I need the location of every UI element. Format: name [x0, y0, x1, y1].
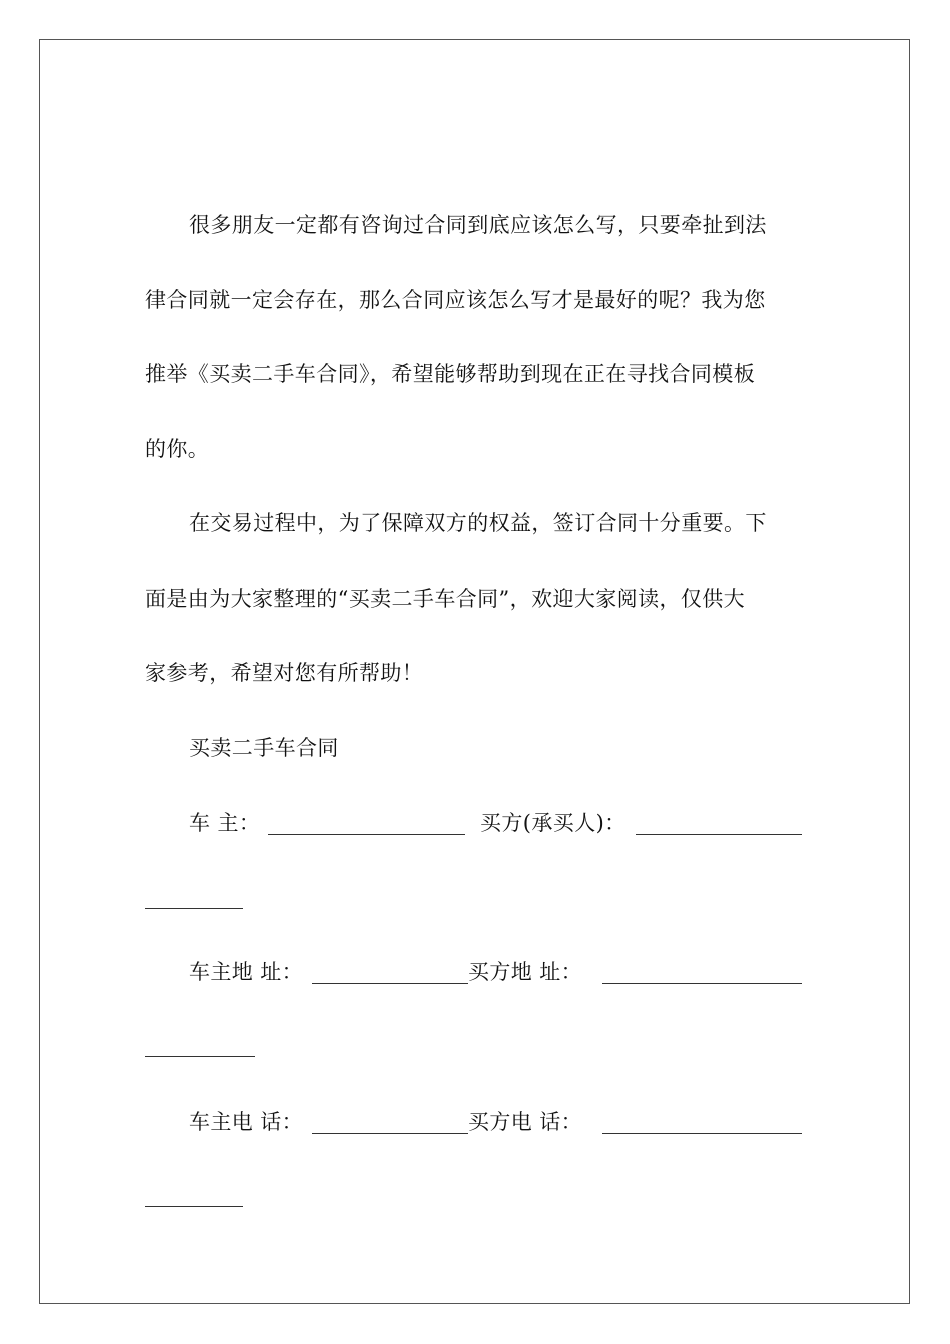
owner-phone-blank[interactable]: [312, 1133, 468, 1134]
owner-label: 车 主：: [189, 811, 261, 835]
intro-paragraph-1-line-2: 律合同就一定会存在，那么合同应该怎么写才是最好的呢？我为您: [145, 288, 766, 312]
intro-paragraph-1-line-3: 推举《买卖二手车合同》，希望能够帮助到现在正在寻找合同模板: [145, 362, 756, 386]
buyer-blank[interactable]: [636, 834, 802, 835]
buyer-phone-blank[interactable]: [602, 1133, 802, 1134]
intro-paragraph-2-line-3: 家参考，希望对您有所帮助！: [145, 661, 424, 685]
buyer-address-blank[interactable]: [602, 983, 802, 984]
intro-paragraph-2-line-1: 在交易过程中，为了保障双方的权益，签订合同十分重要。下: [189, 511, 767, 535]
owner-address-blank[interactable]: [312, 983, 468, 984]
buyer-label: 买方(承买人)：: [480, 811, 626, 835]
buyer-address-blank-continued[interactable]: [145, 1056, 255, 1057]
intro-paragraph-2-line-2: 面是由为大家整理的“买卖二手车合同”，欢迎大家阅读，仅供大: [145, 587, 746, 611]
intro-paragraph-1-line-4: 的你。: [145, 437, 210, 461]
owner-address-label: 车主地 址：: [189, 960, 304, 984]
buyer-blank-continued[interactable]: [145, 908, 243, 909]
owner-phone-label: 车主电 话：: [189, 1110, 304, 1134]
buyer-phone-label: 买方电 话：: [468, 1110, 583, 1134]
buyer-address-label: 买方地 址：: [468, 960, 583, 984]
owner-blank[interactable]: [268, 834, 465, 835]
intro-paragraph-1-line-1: 很多朋友一定都有咨询过合同到底应该怎么写，只要牵扯到法: [189, 213, 767, 237]
buyer-phone-blank-continued[interactable]: [145, 1206, 243, 1207]
contract-title: 买卖二手车合同: [189, 736, 339, 760]
